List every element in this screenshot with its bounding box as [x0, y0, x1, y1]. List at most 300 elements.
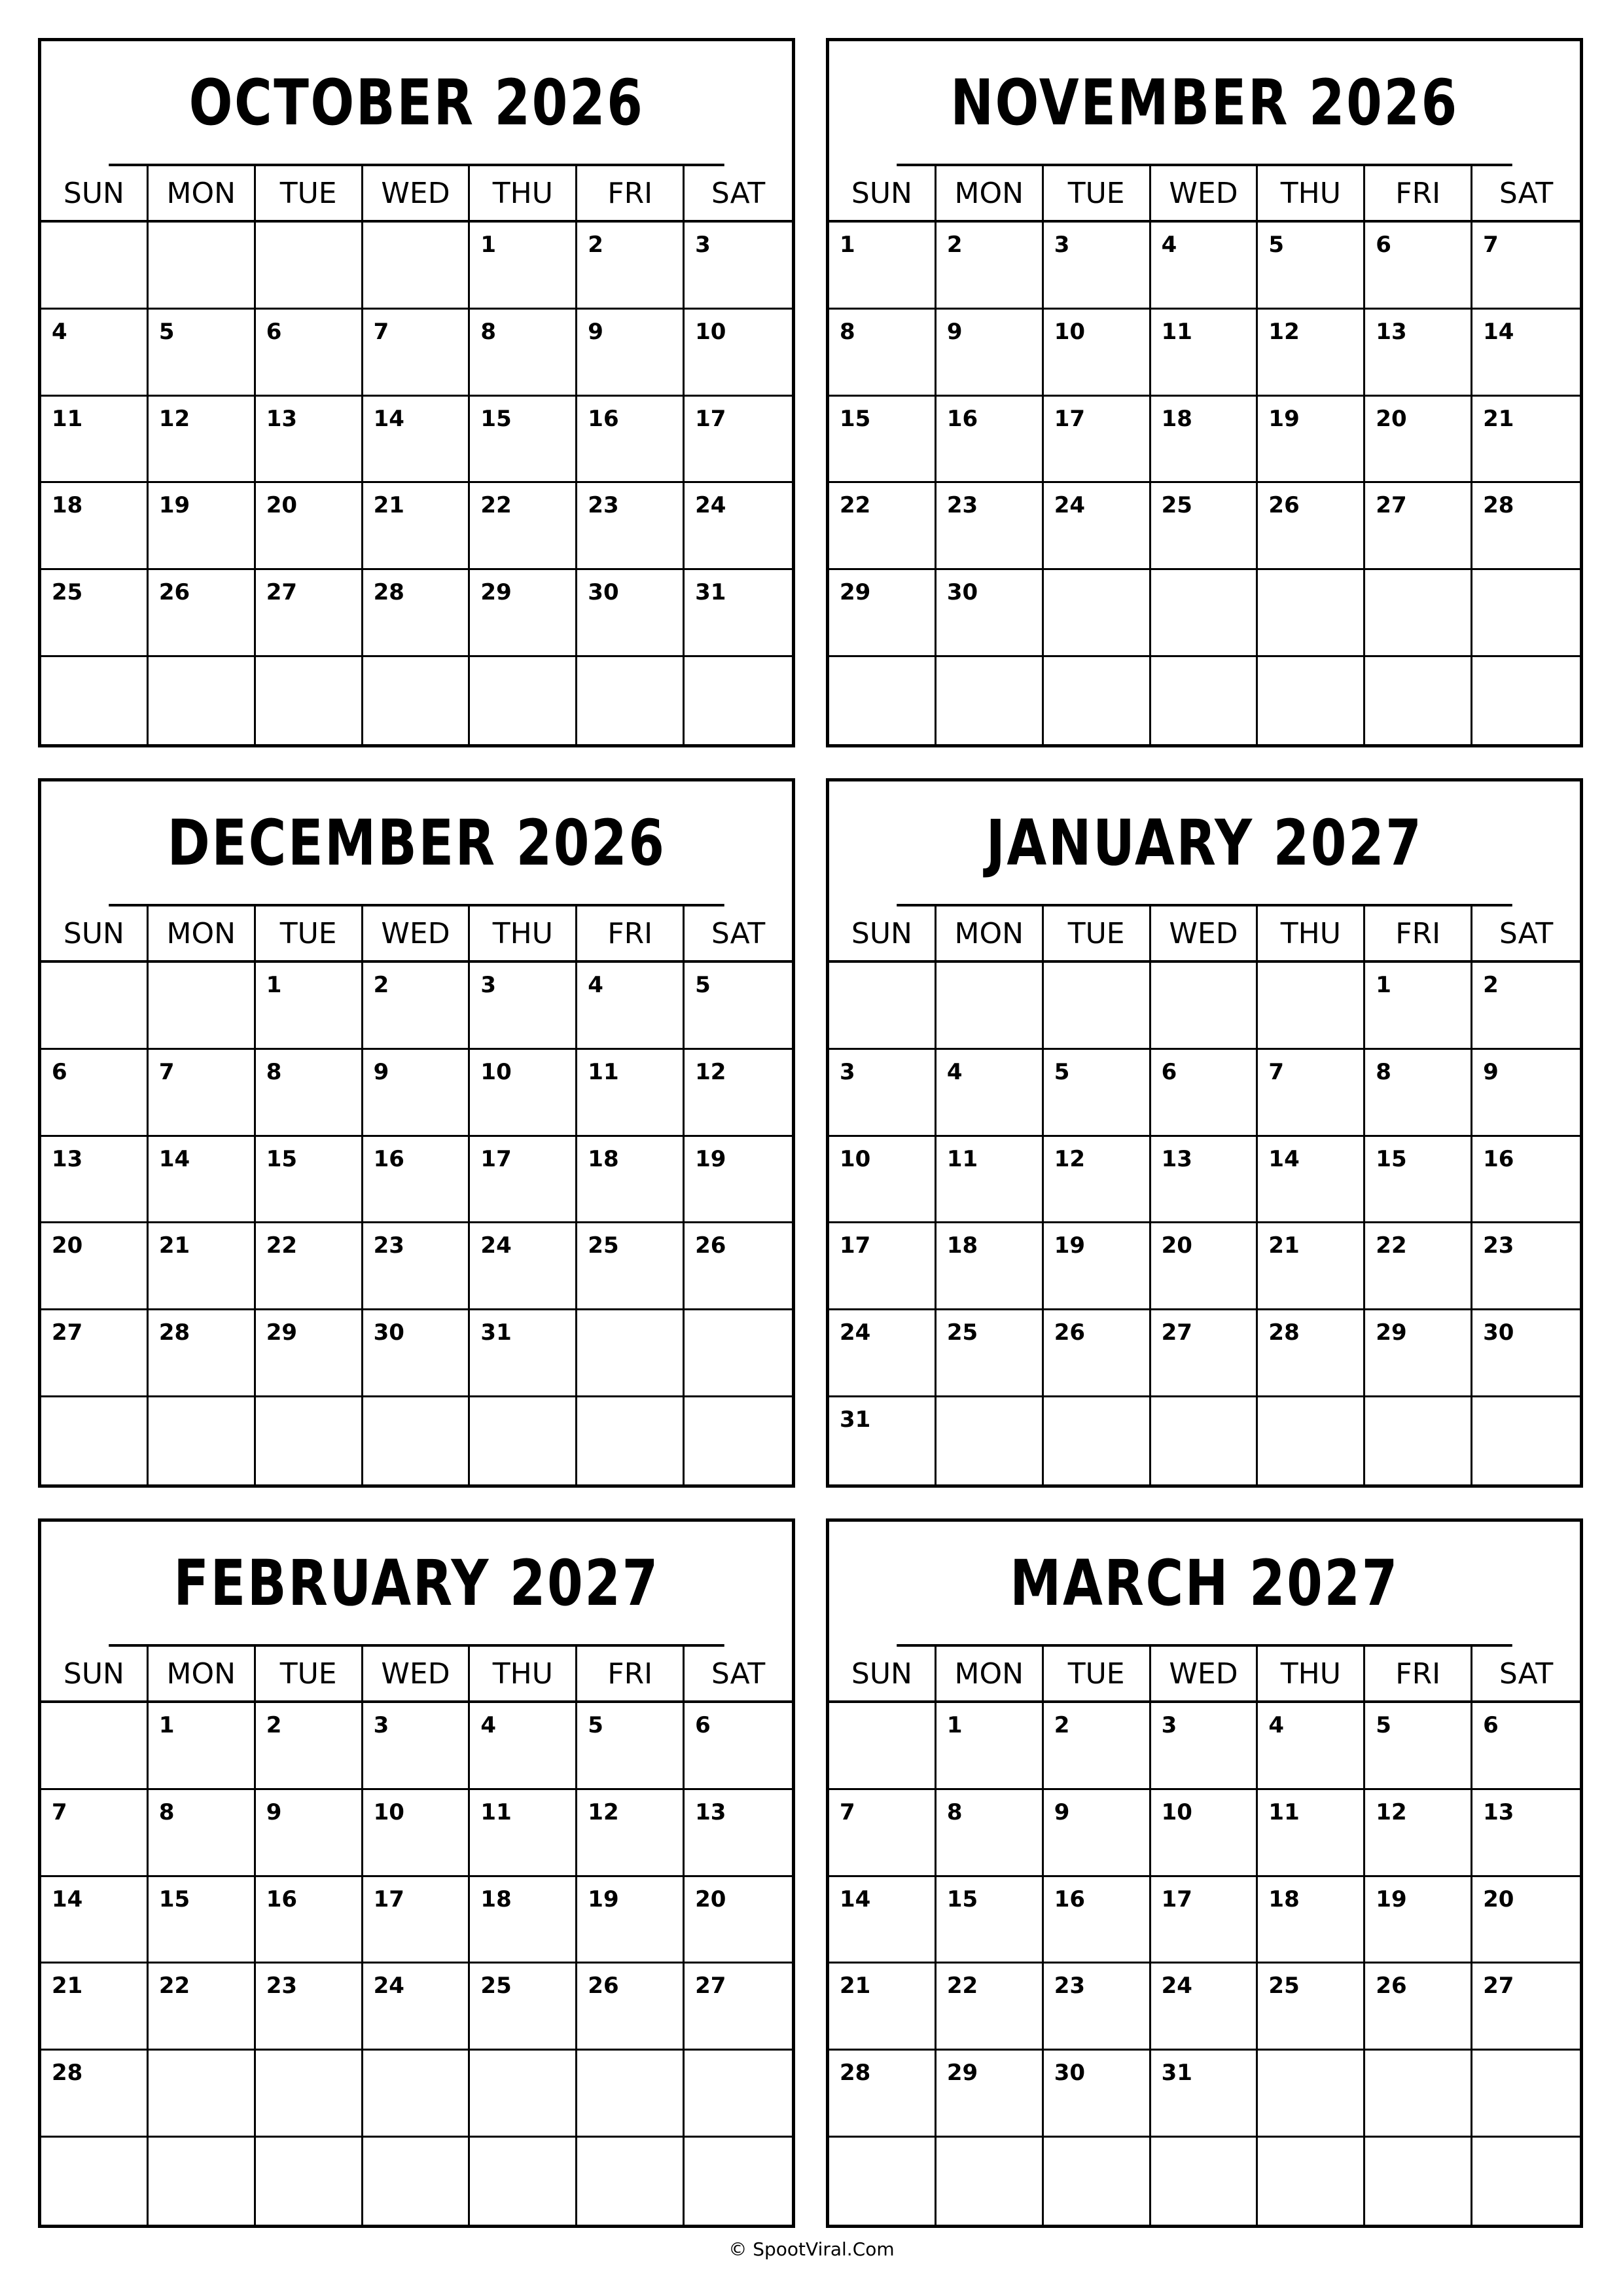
day-cell: 9 — [936, 310, 1044, 397]
day-cell: 18 — [41, 483, 149, 570]
empty-day-cell — [256, 223, 363, 310]
empty-day-cell — [577, 1310, 685, 1397]
day-cell: 24 — [470, 1223, 577, 1310]
day-cell: 13 — [1151, 1137, 1258, 1224]
day-cell: 20 — [41, 1223, 149, 1310]
day-cell: 17 — [1151, 1877, 1258, 1964]
month-march-2027 — [826, 1518, 1583, 2228]
day-cell: 28 — [363, 570, 471, 657]
day-cell: 24 — [363, 1964, 471, 2051]
empty-day-cell — [256, 657, 363, 744]
day-cell: 14 — [1472, 310, 1580, 397]
day-cell: 7 — [1258, 1050, 1365, 1137]
day-cell: 17 — [829, 1223, 936, 1310]
weekday-thu: THU — [1258, 166, 1365, 220]
day-cell: 22 — [1365, 1223, 1472, 1310]
day-cell: 18 — [1258, 1877, 1365, 1964]
month-title: MARCH 2027 — [897, 1522, 1512, 1647]
empty-day-cell — [41, 1703, 149, 1790]
day-cell: 27 — [41, 1310, 149, 1397]
empty-day-cell — [1365, 657, 1472, 744]
day-cell: 1 — [829, 223, 936, 310]
day-cell: 25 — [936, 1310, 1044, 1397]
empty-day-cell — [256, 1397, 363, 1484]
day-cell: 22 — [256, 1223, 363, 1310]
day-cell: 26 — [685, 1223, 792, 1310]
days-grid — [41, 1703, 792, 2225]
day-cell: 12 — [1044, 1137, 1151, 1224]
day-cell: 5 — [1365, 1703, 1472, 1790]
day-cell: 13 — [41, 1137, 149, 1224]
month-january-2027 — [826, 778, 1583, 1488]
day-cell: 28 — [41, 2051, 149, 2138]
empty-day-cell — [577, 2138, 685, 2225]
day-cell: 11 — [577, 1050, 685, 1137]
weekday-thu: THU — [470, 166, 577, 220]
day-cell: 28 — [1258, 1310, 1365, 1397]
weekday-header — [41, 906, 792, 963]
weekday-thu: THU — [470, 1647, 577, 1700]
day-cell: 23 — [1044, 1964, 1151, 2051]
empty-day-cell — [1044, 657, 1151, 744]
day-cell: 9 — [1044, 1790, 1151, 1877]
day-cell: 24 — [685, 483, 792, 570]
empty-day-cell — [1472, 1397, 1580, 1484]
day-cell: 14 — [829, 1877, 936, 1964]
day-cell: 25 — [577, 1223, 685, 1310]
day-cell: 16 — [1044, 1877, 1151, 1964]
empty-day-cell — [1151, 1397, 1258, 1484]
weekday-wed: WED — [1151, 1647, 1258, 1700]
weekday-wed: WED — [1151, 166, 1258, 220]
empty-day-cell — [577, 1397, 685, 1484]
weekday-sat: SAT — [711, 1657, 766, 1691]
weekday-fri: FRI — [1365, 166, 1472, 220]
empty-day-cell — [149, 2051, 256, 2138]
empty-day-cell — [936, 963, 1044, 1050]
empty-day-cell — [470, 1397, 577, 1484]
day-cell: 11 — [470, 1790, 577, 1877]
day-cell: 10 — [363, 1790, 471, 1877]
day-cell: 7 — [1472, 223, 1580, 310]
empty-day-cell — [1258, 570, 1365, 657]
day-cell: 2 — [256, 1703, 363, 1790]
days-grid — [41, 963, 792, 1484]
weekday-header — [829, 906, 1580, 963]
day-cell: 21 — [1258, 1223, 1365, 1310]
day-cell: 11 — [936, 1137, 1044, 1224]
empty-day-cell — [1044, 2138, 1151, 2225]
empty-day-cell — [829, 1703, 936, 1790]
empty-day-cell — [470, 2051, 577, 2138]
empty-day-cell — [936, 1397, 1044, 1484]
month-february-2027 — [38, 1518, 795, 2228]
empty-day-cell — [470, 2138, 577, 2225]
day-cell: 30 — [363, 1310, 471, 1397]
weekday-mon: MON — [149, 906, 256, 960]
empty-day-cell — [41, 2138, 149, 2225]
day-cell: 29 — [1365, 1310, 1472, 1397]
empty-day-cell — [1151, 657, 1258, 744]
empty-day-cell — [41, 657, 149, 744]
day-cell: 2 — [1472, 963, 1580, 1050]
empty-day-cell — [1365, 570, 1472, 657]
day-cell: 13 — [685, 1790, 792, 1877]
day-cell: 21 — [41, 1964, 149, 2051]
weekday-wed: WED — [1151, 906, 1258, 960]
day-cell: 22 — [149, 1964, 256, 2051]
day-cell: 27 — [256, 570, 363, 657]
day-cell: 21 — [829, 1964, 936, 2051]
empty-day-cell — [577, 2051, 685, 2138]
day-cell: 19 — [1044, 1223, 1151, 1310]
day-cell: 22 — [829, 483, 936, 570]
day-cell: 4 — [470, 1703, 577, 1790]
day-cell: 12 — [1258, 310, 1365, 397]
empty-day-cell — [1258, 657, 1365, 744]
weekday-fri: FRI — [1365, 906, 1472, 960]
copyright-footer: © SpootViral.Com — [728, 2238, 895, 2260]
empty-day-cell — [1258, 2138, 1365, 2225]
day-cell: 22 — [470, 483, 577, 570]
day-cell: 21 — [149, 1223, 256, 1310]
day-cell: 21 — [363, 483, 471, 570]
empty-day-cell — [685, 2051, 792, 2138]
month-title: NOVEMBER 2026 — [897, 41, 1512, 166]
day-cell: 10 — [470, 1050, 577, 1137]
empty-day-cell — [470, 657, 577, 744]
month-october-2026 — [38, 38, 795, 747]
day-cell: 29 — [256, 1310, 363, 1397]
weekday-tue: TUE — [256, 1647, 363, 1700]
empty-day-cell — [1365, 1397, 1472, 1484]
day-cell: 26 — [1044, 1310, 1151, 1397]
day-cell: 5 — [1258, 223, 1365, 310]
day-cell: 26 — [1365, 1964, 1472, 2051]
day-cell: 6 — [685, 1703, 792, 1790]
day-cell: 15 — [829, 397, 936, 484]
day-cell: 16 — [936, 397, 1044, 484]
day-cell: 4 — [577, 963, 685, 1050]
day-cell: 17 — [363, 1877, 471, 1964]
empty-day-cell — [41, 223, 149, 310]
weekday-mon: MON — [936, 166, 1044, 220]
day-cell: 17 — [470, 1137, 577, 1224]
empty-day-cell — [363, 223, 471, 310]
days-grid — [41, 223, 792, 744]
day-cell: 24 — [1044, 483, 1151, 570]
day-cell: 20 — [685, 1877, 792, 1964]
day-cell: 30 — [936, 570, 1044, 657]
empty-day-cell — [363, 2138, 471, 2225]
weekday-sun: SUN — [829, 906, 936, 960]
empty-day-cell — [1151, 570, 1258, 657]
day-cell: 12 — [685, 1050, 792, 1137]
day-cell: 19 — [685, 1137, 792, 1224]
day-cell: 23 — [256, 1964, 363, 2051]
day-cell: 28 — [1472, 483, 1580, 570]
empty-day-cell — [363, 657, 471, 744]
day-cell: 22 — [936, 1964, 1044, 2051]
day-cell: 9 — [363, 1050, 471, 1137]
weekday-header — [829, 1647, 1580, 1703]
month-title: DECEMBER 2026 — [109, 781, 724, 906]
empty-day-cell — [829, 2138, 936, 2225]
empty-day-cell — [936, 657, 1044, 744]
weekday-tue: TUE — [1044, 166, 1151, 220]
weekday-mon: MON — [149, 166, 256, 220]
day-cell: 1 — [149, 1703, 256, 1790]
weekday-sat: SAT — [1499, 176, 1554, 210]
weekday-sat: SAT — [1499, 916, 1554, 950]
day-cell: 30 — [1472, 1310, 1580, 1397]
day-cell: 7 — [829, 1790, 936, 1877]
empty-day-cell — [1258, 1397, 1365, 1484]
empty-day-cell — [936, 2138, 1044, 2225]
day-cell: 27 — [1365, 483, 1472, 570]
day-cell: 24 — [829, 1310, 936, 1397]
day-cell: 6 — [1365, 223, 1472, 310]
day-cell: 2 — [936, 223, 1044, 310]
day-cell: 26 — [577, 1964, 685, 2051]
day-cell: 24 — [1151, 1964, 1258, 2051]
day-cell: 1 — [1365, 963, 1472, 1050]
day-cell: 31 — [829, 1397, 936, 1484]
day-cell: 3 — [685, 223, 792, 310]
day-cell: 17 — [685, 397, 792, 484]
day-cell: 23 — [936, 483, 1044, 570]
empty-day-cell — [41, 963, 149, 1050]
day-cell: 15 — [936, 1877, 1044, 1964]
empty-day-cell — [829, 963, 936, 1050]
day-cell: 14 — [149, 1137, 256, 1224]
day-cell: 6 — [1472, 1703, 1580, 1790]
empty-day-cell — [1151, 2138, 1258, 2225]
day-cell: 4 — [41, 310, 149, 397]
weekday-thu: THU — [1258, 1647, 1365, 1700]
empty-day-cell — [1365, 2051, 1472, 2138]
day-cell: 18 — [577, 1137, 685, 1224]
weekday-tue: TUE — [1044, 906, 1151, 960]
day-cell: 2 — [363, 963, 471, 1050]
day-cell: 15 — [470, 397, 577, 484]
days-grid — [829, 963, 1580, 1484]
day-cell: 20 — [1151, 1223, 1258, 1310]
day-cell: 31 — [470, 1310, 577, 1397]
day-cell: 5 — [149, 310, 256, 397]
day-cell: 14 — [41, 1877, 149, 1964]
day-cell: 10 — [1044, 310, 1151, 397]
day-cell: 25 — [1258, 1964, 1365, 2051]
day-cell: 18 — [936, 1223, 1044, 1310]
weekday-sat: SAT — [711, 176, 766, 210]
day-cell: 11 — [1258, 1790, 1365, 1877]
weekday-thu: THU — [1258, 906, 1365, 960]
day-cell: 16 — [577, 397, 685, 484]
weekday-header — [41, 1647, 792, 1703]
empty-day-cell — [829, 657, 936, 744]
empty-day-cell — [1365, 2138, 1472, 2225]
day-cell: 1 — [936, 1703, 1044, 1790]
month-december-2026 — [38, 778, 795, 1488]
day-cell: 3 — [363, 1703, 471, 1790]
day-cell: 5 — [577, 1703, 685, 1790]
day-cell: 8 — [936, 1790, 1044, 1877]
month-title: JANUARY 2027 — [897, 781, 1512, 906]
day-cell: 12 — [577, 1790, 685, 1877]
day-cell: 25 — [41, 570, 149, 657]
empty-day-cell — [1472, 570, 1580, 657]
weekday-sun: SUN — [41, 166, 149, 220]
empty-day-cell — [1044, 570, 1151, 657]
day-cell: 15 — [149, 1877, 256, 1964]
day-cell: 1 — [256, 963, 363, 1050]
day-cell: 15 — [256, 1137, 363, 1224]
weekday-fri: FRI — [577, 1647, 685, 1700]
weekday-mon: MON — [936, 906, 1044, 960]
day-cell: 29 — [936, 2051, 1044, 2138]
day-cell: 8 — [256, 1050, 363, 1137]
day-cell: 13 — [1365, 310, 1472, 397]
day-cell: 6 — [256, 310, 363, 397]
day-cell: 5 — [685, 963, 792, 1050]
days-grid — [829, 1703, 1580, 2225]
empty-day-cell — [1472, 657, 1580, 744]
day-cell: 4 — [1258, 1703, 1365, 1790]
day-cell: 10 — [1151, 1790, 1258, 1877]
calendar-grid — [38, 38, 1583, 2228]
weekday-wed: WED — [363, 1647, 471, 1700]
day-cell: 7 — [41, 1790, 149, 1877]
weekday-tue: TUE — [256, 906, 363, 960]
empty-day-cell — [1472, 2138, 1580, 2225]
day-cell: 3 — [1044, 223, 1151, 310]
empty-day-cell — [149, 657, 256, 744]
weekday-sat: SAT — [1499, 1657, 1554, 1691]
day-cell: 23 — [363, 1223, 471, 1310]
day-cell: 30 — [577, 570, 685, 657]
day-cell: 10 — [829, 1137, 936, 1224]
day-cell: 29 — [470, 570, 577, 657]
day-cell: 9 — [1472, 1050, 1580, 1137]
empty-day-cell — [1044, 1397, 1151, 1484]
day-cell: 20 — [256, 483, 363, 570]
day-cell: 20 — [1365, 397, 1472, 484]
day-cell: 19 — [577, 1877, 685, 1964]
day-cell: 1 — [470, 223, 577, 310]
weekday-mon: MON — [149, 1647, 256, 1700]
day-cell: 4 — [1151, 223, 1258, 310]
month-title: OCTOBER 2026 — [109, 41, 724, 166]
day-cell: 17 — [1044, 397, 1151, 484]
day-cell: 14 — [1258, 1137, 1365, 1224]
day-cell: 3 — [1151, 1703, 1258, 1790]
day-cell: 19 — [1365, 1877, 1472, 1964]
weekday-sun: SUN — [829, 166, 936, 220]
weekday-mon: MON — [936, 1647, 1044, 1700]
weekday-tue: TUE — [256, 166, 363, 220]
weekday-sun: SUN — [41, 1647, 149, 1700]
day-cell: 19 — [1258, 397, 1365, 484]
day-cell: 27 — [685, 1964, 792, 2051]
day-cell: 5 — [1044, 1050, 1151, 1137]
day-cell: 31 — [1151, 2051, 1258, 2138]
empty-day-cell — [685, 2138, 792, 2225]
empty-day-cell — [685, 1397, 792, 1484]
day-cell: 28 — [149, 1310, 256, 1397]
day-cell: 18 — [470, 1877, 577, 1964]
day-cell: 8 — [470, 310, 577, 397]
day-cell: 9 — [256, 1790, 363, 1877]
day-cell: 16 — [256, 1877, 363, 1964]
day-cell: 11 — [41, 397, 149, 484]
day-cell: 27 — [1151, 1310, 1258, 1397]
day-cell: 7 — [363, 310, 471, 397]
day-cell: 19 — [149, 483, 256, 570]
empty-day-cell — [149, 1397, 256, 1484]
day-cell: 26 — [1258, 483, 1365, 570]
weekday-fri: FRI — [577, 166, 685, 220]
day-cell: 9 — [577, 310, 685, 397]
weekday-thu: THU — [470, 906, 577, 960]
weekday-wed: WED — [363, 906, 471, 960]
day-cell: 25 — [1151, 483, 1258, 570]
day-cell: 2 — [1044, 1703, 1151, 1790]
empty-day-cell — [1044, 963, 1151, 1050]
empty-day-cell — [1258, 963, 1365, 1050]
empty-day-cell — [685, 1310, 792, 1397]
day-cell: 15 — [1365, 1137, 1472, 1224]
weekday-sun: SUN — [829, 1647, 936, 1700]
day-cell: 23 — [577, 483, 685, 570]
day-cell: 3 — [470, 963, 577, 1050]
month-title: FEBRUARY 2027 — [109, 1522, 724, 1647]
day-cell: 8 — [829, 310, 936, 397]
empty-day-cell — [363, 1397, 471, 1484]
empty-day-cell — [1258, 2051, 1365, 2138]
empty-day-cell — [1472, 2051, 1580, 2138]
day-cell: 3 — [829, 1050, 936, 1137]
day-cell: 16 — [1472, 1137, 1580, 1224]
day-cell: 8 — [149, 1790, 256, 1877]
weekday-fri: FRI — [577, 906, 685, 960]
day-cell: 8 — [1365, 1050, 1472, 1137]
day-cell: 7 — [149, 1050, 256, 1137]
day-cell: 6 — [41, 1050, 149, 1137]
day-cell: 29 — [829, 570, 936, 657]
empty-day-cell — [41, 1397, 149, 1484]
empty-day-cell — [256, 2051, 363, 2138]
day-cell: 13 — [1472, 1790, 1580, 1877]
weekday-header — [41, 166, 792, 223]
weekday-wed: WED — [363, 166, 471, 220]
day-cell: 4 — [936, 1050, 1044, 1137]
day-cell: 12 — [1365, 1790, 1472, 1877]
day-cell: 25 — [470, 1964, 577, 2051]
day-cell: 6 — [1151, 1050, 1258, 1137]
weekday-header — [829, 166, 1580, 223]
empty-day-cell — [577, 657, 685, 744]
day-cell: 2 — [577, 223, 685, 310]
empty-day-cell — [149, 2138, 256, 2225]
empty-day-cell — [685, 657, 792, 744]
day-cell: 14 — [363, 397, 471, 484]
month-november-2026 — [826, 38, 1583, 747]
day-cell: 20 — [1472, 1877, 1580, 1964]
weekday-fri: FRI — [1365, 1647, 1472, 1700]
day-cell: 21 — [1472, 397, 1580, 484]
day-cell: 26 — [149, 570, 256, 657]
